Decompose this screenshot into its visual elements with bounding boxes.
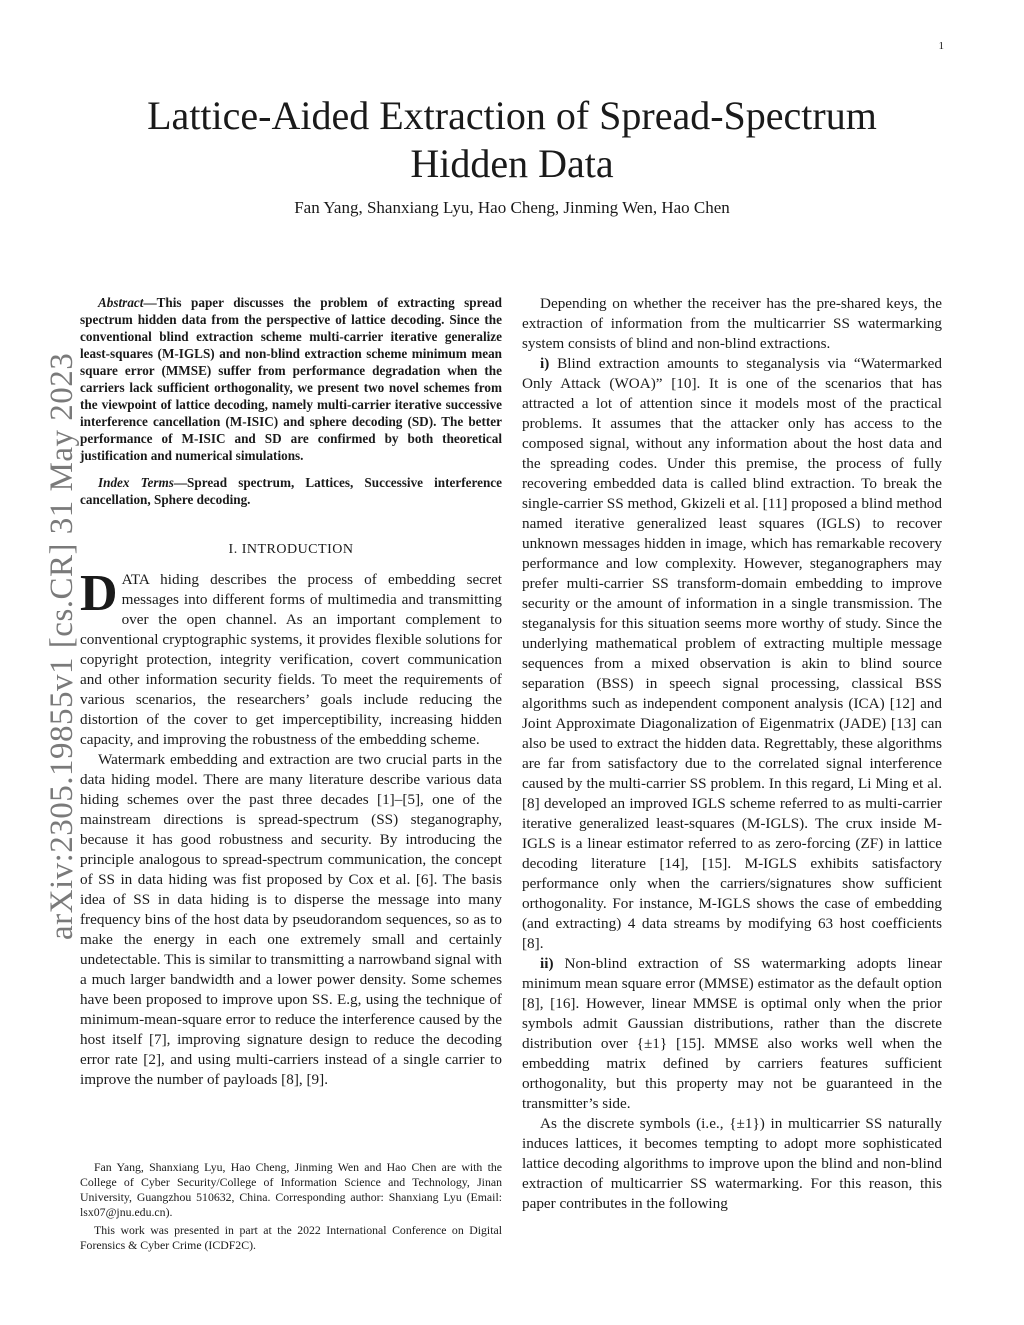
footnote-affiliation: Fan Yang, Shanxiang Lyu, Hao Cheng, Jinming Wen and Hao Chen are with the College of Cyber Security/College of Information Science and Technology, Jinan University, Guangzhou 510632, China. Corresponding author: Shanxiang Lyu (Email: lsx07@jnu.edu.cn). <box>80 1160 502 1219</box>
paper-title: Lattice-Aided Extraction of Spread-Spectrum Hidden Data <box>147 93 877 186</box>
page-number: 1 <box>938 40 944 52</box>
abstract <box>80 294 502 464</box>
right-paragraph-2 <box>522 354 942 954</box>
non-blind-extraction-label: ii) <box>540 955 554 972</box>
index-terms-label: Index Terms <box>98 475 174 490</box>
blind-extraction-label: i) <box>540 355 550 372</box>
right-paragraph-3-text: Non-blind extraction of SS watermarking adopts linear minimum mean square error (MMSE) estimator as the default option [8], [16]. However, linear MMSE is optimal only when the prior symbols admit Gaussian distributions, rather than the discrete distribution over {±1} [15]. MMSE also works well when the embedding matrix defined by carriers features sufficient orthogonality, but this property may not be guaranteed in the transmitter’s side. <box>522 955 943 1112</box>
right-paragraph-1: Depending on whether the receiver has the pre-shared keys, the extraction of information from the multicarrier SS watermarking system consists of blind and non-blind extractions. <box>522 295 942 352</box>
right-column <box>522 294 942 1214</box>
footnote-presentation: This work was presented in part at the 2022 International Conference on Digital Forensics & Cyber Crime (ICDF2C). <box>80 1223 502 1252</box>
author-list: Fan Yang, Shanxiang Lyu, Hao Cheng, Jinming Wen, Hao Chen <box>294 198 730 217</box>
section-heading-introduction: I. INTRODUCTION <box>228 542 354 557</box>
right-paragraph-4: As the discrete symbols (i.e., {±1}) in multicarrier SS naturally induces lattices, it becomes tempting to adopt more sophisticated lattice decoding algorithms to improve upon the blind and non-blind extraction of multicarrier SS watermarking. For this reason, this paper contributes in the following <box>522 1115 942 1212</box>
intro-paragraph-2: Watermark embedding and extraction are two crucial parts in the data hiding model. There are many literature describe various data hiding schemes over the past three decades [1]–[5], one of the mainstream directions is spread-spectrum (SS) steganography, because it has good robustness and security. By introducing the principle analogous to spread-spectrum communication, the concept of SS in data hiding was fist proposed by Cox et al. [6]. The basis idea of SS in data hiding is to disperse the message into many frequency bins of the host data by pseudorandom sequences, so as to make the energy in each one extremely small and certainly undetectable. This is similar to transmitting a narrowband signal with a much larger bandwidth and a lower power density. Some schemes have been proposed to improve upon SS. E.g, using the technique of minimum-mean-square error to reduce the interference caused by the host itself [7], improving signature design to reduce the decoding error rate [2], and using multi-carriers instead of a single carrier to improve the number of payloads [8], [9]. <box>80 751 502 1088</box>
abstract-label: Abstract <box>98 295 144 310</box>
intro-paragraph-1 <box>80 565 502 750</box>
right-paragraph-3 <box>522 954 942 1114</box>
intro-paragraph-1-text: ATA hiding describes the process of embedding secret messages into different forms of multimedia and transmitting over the open channel. As an important complement to conventional cryptographic systems, it provides flexible solutions for copyright protection, integrity verification, covert communication and other information security fields. To meet the requirements of various scenarios, the researchers’ goals include reducing the distortion of the cover to get imperceptibility, increasing hidden capacity, and improving the robustness of the embedding scheme. <box>80 571 502 748</box>
footnotes <box>80 1160 502 1256</box>
drop-cap: D <box>80 565 118 622</box>
arxiv-identifier-stamp: arXiv:2305.19855v1 [cs.CR] 31 May 2023 <box>44 352 80 940</box>
abstract-text: —This paper discusses the problem of extracting spread spectrum hidden data from the perspective of lattice decoding. Since the conventional blind extraction scheme multi-carrier iterative generalize least-squares (M-IGLS) and non-blind extraction scheme minimum mean square error (MMSE) suffer from performance degradation when the carriers lack sufficient orthogonality, we present two novel schemes from the viewpoint of lattice decoding, namely multi-carrier iterative successive interference cancellation (M-ISIC) and sphere decoding (SD). The better performance of M-ISIC and SD are confirmed by both theoretical justification and numerical simulations. <box>80 295 502 463</box>
index-terms <box>80 474 502 508</box>
right-paragraph-2-text: Blind extraction amounts to steganalysis via “Watermarked Only Attack (WOA)” [10]. It is one of the scenarios that has attracted a lot of attention since it models most of the practical problems. It assumes that the attacker only has access to the composed signal, without any information about the host data and the spreading codes. Under this premise, the process of fully recovering embedded data is called blind extraction. To break the single-carrier SS method, Gkizeli et al. [11] proposed a blind method named iterative generalized least squares (IGLS) to recover unknown messages hidden in image, which has remarkable recovery performance and low complexity. However, steganographers may prefer multi-carrier SS transform-domain embedding to improve security or the amount of information in a single transmission. The steganalysis for this situation seems more worthy of study. Since the underlying mathematical problem of extracting multiple message sequences from a mixed observation is akin to blind source separation (BSS) in speech signal processing, classical BSS algorithms such as independent component analysis (ICA) [12] and Joint Approximate Diagonalization of Eigenmatrix (JADE) [13] can also be used to extract the hidden data. Regrettably, these algorithms are far from satisfactory due to the correlated signal interference caused by the multi-carrier SS problem. In this regard, Li Ming et al. [8] developed an improved IGLS scheme referred to as multi-carrier iterative generalized least-squares (M-IGLS). The crux inside M-IGLS is a linear estimator referred to as zero-forcing (ZF) in lattice decoding literature [14], [15]. M-IGLS exhibits satisfactory performance only when the carriers/signatures show sufficient orthogonality. For instance, M-IGLS shows the case of embedding (and extracting) 4 data streams by modifying 63 host coefficients [8]. <box>522 355 942 952</box>
index-terms-text: —Spread spectrum, Lattices, Successive interference cancellation, Sphere decoding. <box>80 475 502 507</box>
left-column <box>80 294 502 1090</box>
